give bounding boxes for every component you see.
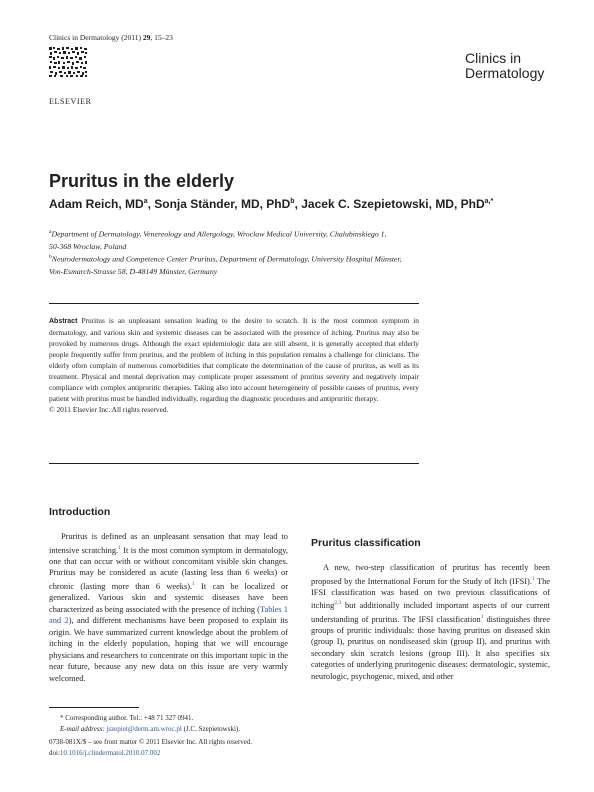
affiliation: $^b$Neurodermatology and Competence Center Pruritus, Department of Dermatology, University Hospital Münster, Von-Esmarch-Strasse 58, D-48149 Münster, Germany <box>49 254 402 276</box>
email-link[interactable]: jszepiet@derm.am.wroc.pl <box>106 725 182 733</box>
journal-citation: Clinics in Dermatology (2011) 29, 15–23 <box>49 33 173 42</box>
doi-line: doi:10.1016/j.clindermatol.2010.07.002 <box>49 749 161 757</box>
right-column <box>311 483 550 682</box>
copyright: © 2011 Elsevier Inc. All rights reserved. <box>49 405 169 414</box>
journal-brand <box>465 51 544 81</box>
publication-info <box>49 737 252 759</box>
issn-line: 0738-081X/$ – see front matter © 2011 Elsevier Inc. All rights reserved. <box>49 738 253 746</box>
citation-link[interactable]: 2,3 <box>334 600 342 607</box>
tables-link[interactable]: Tables 1 and 2 <box>49 604 288 626</box>
abstract-label: Abstract <box>49 318 78 325</box>
left-column <box>49 506 288 684</box>
elsevier-logo <box>49 47 87 77</box>
citation-link[interactable]: 1 <box>192 580 195 587</box>
footnote <box>60 713 240 735</box>
section-heading-classification: Pruritus classification <box>311 537 421 549</box>
abstract-text: Abstract Pruritus is an unpleasant sensation leading to the desire to scratch. It is the most common symptom in dermatology, and various skin and systemic diseases can be associated with the presence of itching. Pruritus may also be provoked by numerous drugs. Although the exact epidemiologic data are still absent, it is generally accepted that elderly people frequently suffer from pruritus, and the problem of itching in this population remains a challenge for clinicians. The elderly often complain of numerous comorbidities that complicate the determination of the cause of pruritus, as well as its treatment. Physical and mental deprivation may complicate proper assessment of pruritus severity and negatively impair compliance with complex antipruritic therapies. Taking also into account heterogeneity of possible causes of pruritus, every patient with pruritus must be handled individually, regarding the diagnostic procedures and antipruritic therapy. <box>49 316 419 403</box>
abstract-divider <box>49 463 419 464</box>
citation-link[interactable]: 1 <box>531 575 535 582</box>
classification-paragraph: A new, two-step classification of pruritus has recently been proposed by the International Forum for the Study of Itch (IFSI).$^1$ The IFSI classification was based on two previous classifications of itching$^{2,3}$ but additionally included important aspects of our current understanding of pruritus. The IFSI classification$^1$ distinguishes three groups of pruritic individuals: those having pruritus on diseased skin (group I), pruritus on nondiseased skin (group II), and pruritus with secondary skin scratch lesions (group III). It also specifies six categories of underlying pruritogenic diseases: dermatologic, systemic, neurologic, psychogenic, mixed, and other <box>311 563 550 681</box>
author-name: Jacek C. Szepietowski, MD, PhD <box>301 197 485 211</box>
corresponding-author: * Corresponding author. Tel.: +48 71 327 0941. <box>60 714 194 722</box>
author-affiliation-mark: a,* <box>484 198 494 205</box>
journal-brand-line2: Dermatology <box>465 65 545 81</box>
citation-link[interactable]: 1 <box>118 544 121 551</box>
journal-brand-line1: Clinics in <box>465 50 522 66</box>
article-title: Pruritus in the elderly <box>49 171 235 191</box>
author-name: Sonja Ständer, MD, PhD <box>154 197 291 211</box>
author-affiliation-mark: a <box>143 198 148 205</box>
affiliation: $^a$Department of Dermatology, Venereology and Allergology, Wroclaw Medical University, Chalubinskiego 1, 50-368 Wroclaw, Poland <box>49 229 387 251</box>
author-affiliation-mark: b <box>290 198 295 205</box>
publisher-name: ELSEVIER <box>49 97 92 106</box>
doi-link[interactable]: 10.1016/j.clindermatol.2010.07.002 <box>59 749 161 757</box>
email-line: E-mail address: jszepiet@derm.am.wroc.pl (J.C. Szepietowski). <box>60 725 240 733</box>
citation-link[interactable]: 1 <box>480 613 484 620</box>
author-name: Adam Reich, MD <box>49 197 144 211</box>
author-list: Adam Reich, $MD^a$, Sonja Ständer, MD, PhD$^b$, Jacek C. Szepietowski, MD, PhD$^{a,*}$ <box>49 197 494 211</box>
footnote-divider <box>49 707 139 708</box>
introduction-paragraph: Pruritus is defined as an unpleasant sensation that may lead to intensive scratching.$^1$ It is the most common symptom in dermatology, one that can occur with or without concomitant visible skin changes. Pruritus may be considered as acute (lasting less than 6 weeks) or chronic (lasting more than 6 weeks).$^1$ It can be localized or generalized. Various skin and systemic diseases have been characterized as being associated with the presence of itching (Tables 1 and 2), and different mechanisms have been proposed to explain its origin. We have summarized current knowledge about the problem of itching in the elderly population, hoping that we will encourage physicians and researchers to concentrate on this important topic in the near future, because any new data on this issue are very warmly welcomed. <box>49 532 288 683</box>
section-heading-introduction: Introduction <box>49 506 111 518</box>
abstract-section <box>49 303 419 415</box>
